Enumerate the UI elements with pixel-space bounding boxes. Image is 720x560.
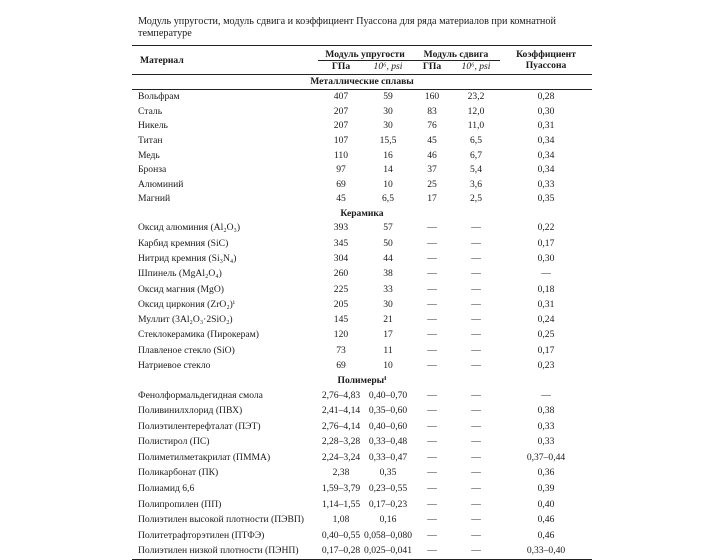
material-name: Полиэтилентерефталат (ПЭТ) (138, 420, 261, 432)
header-e-psi: 10⁶, psi (364, 61, 412, 75)
elastic-modulus-gpa: 2,28–3,28 (321, 436, 361, 448)
materials-table (132, 45, 592, 560)
table-body (132, 75, 592, 560)
elastic-modulus-gpa: 0,40–0,55 (321, 529, 361, 541)
shear-modulus-gpa: 45 (427, 135, 437, 147)
material-name: Магний (138, 193, 171, 205)
shear-modulus-gpa: — (427, 298, 437, 310)
shear-modulus-psi: — (471, 451, 481, 463)
elastic-modulus-gpa: 260 (333, 268, 349, 280)
elastic-modulus-gpa: 120 (333, 329, 349, 341)
header-shear-modulus: Модуль сдвига (412, 46, 500, 61)
poisson-ratio: 0,30 (537, 105, 555, 117)
shear-modulus-psi: 11,0 (467, 120, 485, 132)
table-row (132, 419, 592, 435)
elastic-modulus-psi: 16 (383, 149, 393, 161)
document-page (132, 16, 592, 560)
table-row (132, 343, 592, 358)
shear-modulus-psi: — (471, 298, 481, 310)
elastic-modulus-gpa: 45 (336, 193, 346, 205)
shear-modulus-psi: — (471, 420, 481, 432)
material-name: Оксид магния (MgO) (138, 283, 224, 295)
elastic-modulus-gpa: 2,24–3,24 (321, 451, 361, 463)
material-name: Вольфрам (138, 91, 180, 103)
material-name: Стеклокерамика (Пирокерам) (138, 329, 259, 341)
table-row (132, 148, 592, 163)
shear-modulus-psi: — (471, 252, 481, 264)
poisson-ratio: 0,25 (537, 329, 555, 341)
shear-modulus-psi: — (471, 344, 481, 356)
shear-modulus-psi: — (471, 237, 481, 249)
table-row (132, 481, 592, 497)
poisson-ratio: 0,46 (537, 529, 555, 541)
table-row (132, 297, 592, 312)
shear-modulus-gpa: — (427, 283, 437, 295)
shear-modulus-gpa: 46 (427, 149, 437, 161)
elastic-modulus-psi: 30 (383, 105, 393, 117)
shear-modulus-psi: — (471, 283, 481, 295)
elastic-modulus-gpa: 407 (333, 91, 349, 103)
poisson-ratio: 0,34 (537, 149, 555, 161)
elastic-modulus-gpa: 69 (336, 178, 346, 190)
shear-modulus-gpa: — (427, 237, 437, 249)
header-g-psi: 10⁶, psi (452, 61, 500, 75)
shear-modulus-gpa: 76 (427, 120, 437, 132)
shear-modulus-psi: — (471, 314, 481, 326)
shear-modulus-gpa: — (427, 344, 437, 356)
material-name: Титан (138, 135, 163, 147)
poisson-ratio: 0,23 (537, 360, 555, 372)
shear-modulus-gpa: — (427, 529, 437, 541)
material-name: Оксид циркония (ZrO₂)ⁱ (138, 298, 235, 310)
material-name: Плавленое стекло (SiO) (138, 344, 235, 356)
material-name: Политетрафторэтилен (ПТФЭ) (138, 529, 265, 541)
shear-modulus-psi: 3,6 (470, 178, 482, 190)
shear-modulus-psi: — (471, 483, 481, 495)
poisson-ratio: 0,33–0,40 (500, 544, 592, 560)
shear-modulus-psi: — (471, 405, 481, 417)
elastic-modulus-psi: 44 (383, 252, 393, 264)
shear-modulus-gpa: — (427, 436, 437, 448)
elastic-modulus-gpa: 304 (333, 252, 349, 264)
elastic-modulus-gpa: 207 (333, 105, 349, 117)
poisson-ratio: — (541, 389, 551, 401)
shear-modulus-psi: 6,7 (470, 149, 482, 161)
table-row (132, 435, 592, 451)
shear-modulus-psi: — (471, 360, 481, 372)
elastic-modulus-psi: 57 (383, 222, 393, 234)
table-caption: Модуль упругости, модуль сдвига и коэффициент Пуассона для ряда материалов при комнатной температуре (138, 16, 556, 39)
poisson-ratio: 0,18 (537, 283, 555, 295)
elastic-modulus-gpa: 205 (333, 298, 349, 310)
poisson-ratio: 0,34 (537, 164, 555, 176)
shear-modulus-psi: 5,4 (470, 164, 482, 176)
elastic-modulus-psi: 0,025–0,041 (364, 544, 412, 560)
table-row (132, 267, 592, 282)
elastic-modulus-psi: 0,35–0,60 (368, 405, 408, 417)
section-row (132, 75, 592, 90)
poisson-ratio: 0,36 (537, 467, 555, 479)
poisson-ratio: 0,17 (537, 237, 555, 249)
elastic-modulus-psi: 0,35 (379, 467, 397, 479)
header-poisson: Коэффициент Пуассона (500, 46, 592, 75)
elastic-modulus-gpa: 145 (333, 314, 349, 326)
shear-modulus-gpa: — (427, 268, 437, 280)
material-name: Никель (138, 120, 168, 132)
elastic-modulus-gpa: 107 (333, 135, 349, 147)
shear-modulus-psi: 6,5 (470, 135, 482, 147)
shear-modulus-gpa: 37 (427, 164, 437, 176)
material-name: Алюминий (138, 178, 184, 190)
elastic-modulus-gpa: 225 (333, 283, 349, 295)
elastic-modulus-psi: 0,16 (379, 514, 397, 526)
elastic-modulus-psi: 30 (383, 298, 393, 310)
shear-modulus-gpa: 17 (427, 193, 437, 205)
table-row (132, 466, 592, 482)
material-name: Натриевое стекло (138, 360, 211, 372)
table-row (132, 328, 592, 343)
shear-modulus-gpa: — (427, 360, 437, 372)
elastic-modulus-psi: 30 (383, 120, 393, 132)
elastic-modulus-psi: 38 (383, 268, 393, 280)
poisson-ratio: 0,35 (537, 193, 555, 205)
elastic-modulus-gpa: 1,14–1,55 (321, 498, 361, 510)
elastic-modulus-gpa: 1,08 (332, 514, 350, 526)
elastic-modulus-psi: 0,058–0,080 (364, 529, 412, 541)
shear-modulus-gpa: — (427, 467, 437, 479)
shear-modulus-psi: — (471, 498, 481, 510)
poisson-ratio: 0,17 (537, 344, 555, 356)
header-g-gpa: ГПа (412, 61, 452, 75)
elastic-modulus-gpa: 1,59–3,79 (321, 483, 361, 495)
table-row (132, 282, 592, 297)
elastic-modulus-psi: 59 (383, 91, 393, 103)
elastic-modulus-psi: 0,17–0,23 (368, 498, 408, 510)
header-material: Материал (132, 46, 318, 75)
elastic-modulus-psi: 15,5 (379, 135, 397, 147)
poisson-ratio: — (541, 268, 551, 280)
shear-modulus-psi: — (471, 514, 481, 526)
shear-modulus-gpa: — (427, 329, 437, 341)
poisson-ratio: 0,37–0,44 (526, 451, 566, 463)
shear-modulus-gpa: — (427, 451, 437, 463)
shear-modulus-psi: 2,5 (470, 193, 482, 205)
shear-modulus-gpa: — (427, 222, 437, 234)
elastic-modulus-psi: 21 (383, 314, 393, 326)
shear-modulus-psi: 23,2 (467, 91, 485, 103)
elastic-modulus-psi: 0,23–0,55 (368, 483, 408, 495)
shear-modulus-gpa: — (427, 389, 437, 401)
shear-modulus-psi: — (471, 389, 481, 401)
material-name: Сталь (138, 105, 163, 117)
table-row (132, 358, 592, 373)
section-title: Металлические сплавы (132, 75, 592, 90)
table-row (132, 403, 592, 419)
shear-modulus-psi: 12,0 (467, 105, 485, 117)
elastic-modulus-psi: 0,33–0,48 (368, 436, 408, 448)
poisson-ratio: 0,31 (537, 120, 555, 132)
material-name: Медь (138, 149, 160, 161)
elastic-modulus-psi: 0,40–0,70 (368, 389, 408, 401)
elastic-modulus-gpa: 0,17–0,28 (318, 544, 364, 560)
table-row (132, 388, 592, 404)
table-row (132, 221, 592, 236)
shear-modulus-gpa: 25 (427, 178, 437, 190)
elastic-modulus-gpa: 207 (333, 120, 349, 132)
material-name: Бронза (138, 164, 167, 176)
material-name: Карбид кремния (SiC) (138, 237, 229, 249)
poisson-ratio: 0,24 (537, 314, 555, 326)
shear-modulus-gpa: — (427, 420, 437, 432)
table-row (132, 192, 592, 207)
material-name: Поливинилхлорид (ПВХ) (138, 405, 243, 417)
table-row (132, 105, 592, 120)
elastic-modulus-psi: 50 (383, 237, 393, 249)
table-row (132, 119, 592, 134)
elastic-modulus-psi: 0,33–0,47 (368, 451, 408, 463)
elastic-modulus-gpa: 69 (336, 360, 346, 372)
poisson-ratio: 0,33 (537, 436, 555, 448)
poisson-ratio: 0,22 (537, 222, 555, 234)
section-title: Керамика (340, 207, 384, 219)
table-row (132, 497, 592, 513)
shear-modulus-gpa: — (427, 405, 437, 417)
elastic-modulus-gpa: 2,76–4,83 (321, 389, 361, 401)
poisson-ratio: 0,34 (537, 135, 555, 147)
elastic-modulus-gpa: 73 (336, 344, 346, 356)
elastic-modulus-gpa: 97 (336, 164, 346, 176)
table-row (132, 90, 592, 105)
poisson-ratio: 0,28 (537, 91, 555, 103)
shear-modulus-psi: — (471, 529, 481, 541)
section-row (132, 374, 592, 388)
elastic-modulus-gpa: 2,41–4,14 (321, 405, 361, 417)
material-name: Полиэтилен низкой плотности (ПЭНП) (132, 544, 318, 560)
table-row (132, 450, 592, 466)
shear-modulus-gpa: 83 (427, 105, 437, 117)
material-name: Полиэтилен высокой плотности (ПЭВП) (138, 514, 304, 526)
material-name: Полиамид 6,6 (138, 483, 195, 495)
elastic-modulus-psi: 14 (383, 164, 393, 176)
shear-modulus-gpa: — (427, 514, 437, 526)
elastic-modulus-gpa: 2,38 (332, 467, 350, 479)
shear-modulus-psi: — (471, 436, 481, 448)
table-row (132, 163, 592, 178)
table-row (132, 134, 592, 149)
table-row (132, 236, 592, 251)
table-row (132, 528, 592, 544)
table-row (132, 544, 592, 560)
poisson-ratio: 0,38 (537, 405, 555, 417)
poisson-ratio: 0,46 (537, 514, 555, 526)
table-row (132, 512, 592, 528)
material-name: Муллит (3Al₂O₃·2SiO₂) (138, 314, 233, 326)
table-row (132, 178, 592, 193)
table-row (132, 313, 592, 328)
material-name: Нитрид кремния (Si₃N₄) (138, 252, 237, 264)
shear-modulus-psi: — (471, 222, 481, 234)
table-row (132, 251, 592, 266)
material-name: Поликарбонат (ПК) (138, 467, 219, 479)
shear-modulus-psi: — (471, 329, 481, 341)
elastic-modulus-psi: 17 (383, 329, 393, 341)
section-row (132, 207, 592, 221)
poisson-ratio: 0,33 (537, 420, 555, 432)
header-e-gpa: ГПа (318, 61, 364, 75)
shear-modulus-gpa: — (412, 544, 452, 560)
shear-modulus-gpa: — (427, 252, 437, 264)
shear-modulus-psi: — (471, 268, 481, 280)
shear-modulus-gpa: — (427, 483, 437, 495)
shear-modulus-gpa: — (427, 498, 437, 510)
elastic-modulus-gpa: 2,76–4,14 (321, 420, 361, 432)
shear-modulus-psi: — (452, 544, 500, 560)
elastic-modulus-gpa: 393 (333, 222, 349, 234)
elastic-modulus-gpa: 110 (333, 149, 349, 161)
material-name: Полистирол (ПС) (138, 436, 210, 448)
shear-modulus-gpa: — (427, 314, 437, 326)
material-name: Полиметилметакрилат (ПММА) (138, 451, 271, 463)
material-name: Фенолформальдегидная смола (138, 389, 263, 401)
poisson-ratio: 0,39 (537, 483, 555, 495)
poisson-ratio: 0,30 (537, 252, 555, 264)
elastic-modulus-psi: 0,40–0,60 (368, 420, 408, 432)
poisson-ratio: 0,33 (537, 178, 555, 190)
poisson-ratio: 0,40 (537, 498, 555, 510)
header-elastic-modulus: Модуль упругости (318, 46, 412, 61)
elastic-modulus-psi: 10 (383, 360, 393, 372)
material-name: Полипропилен (ПП) (138, 498, 222, 510)
elastic-modulus-psi: 10 (383, 178, 393, 190)
elastic-modulus-psi: 6,5 (382, 193, 394, 205)
material-name: Шпинель (MgAl₂O₄) (138, 268, 222, 280)
elastic-modulus-psi: 11 (383, 344, 393, 356)
poisson-ratio: 0,31 (537, 298, 555, 310)
elastic-modulus-gpa: 345 (333, 237, 349, 249)
shear-modulus-gpa: 160 (424, 91, 440, 103)
section-title: Полимерыⁱ (337, 374, 387, 386)
shear-modulus-psi: — (471, 467, 481, 479)
material-name: Оксид алюминия (Al₂O₃) (138, 222, 241, 234)
elastic-modulus-psi: 33 (383, 283, 393, 295)
